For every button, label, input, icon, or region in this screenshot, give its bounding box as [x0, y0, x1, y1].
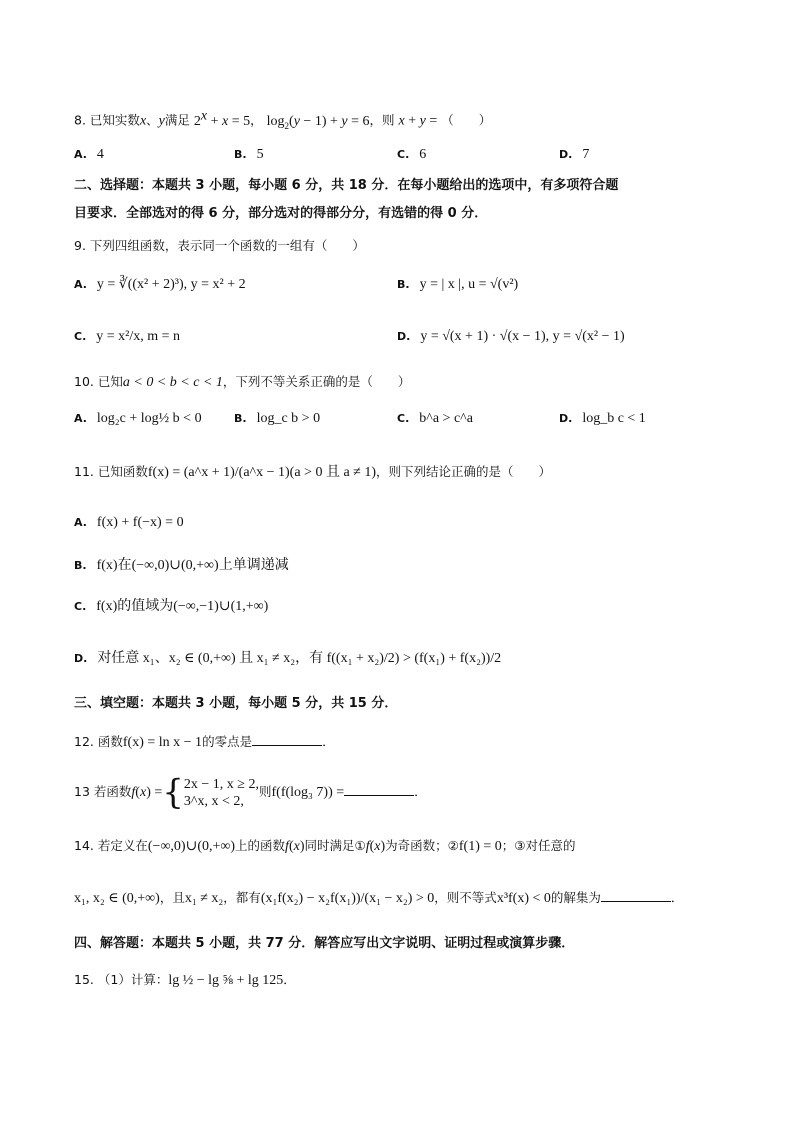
function-definition: f(x) = ln x − 1: [122, 735, 203, 750]
question-12: 12. 函数f(x) = ln x − 1的零点是 ．: [74, 734, 335, 750]
expression: f(f(log₃ 7)) =: [271, 785, 345, 800]
q11-option-d[interactable]: D. 对任意 x₁、x₂ ∈ (0,+∞) 且 x₁ ≠ x₂，有 f((x₁ + x₂)/2) > (f(x₁) + f(x₂))/2: [74, 651, 502, 666]
answer-paren: （ ）: [441, 112, 492, 128]
answer-blank[interactable]: [344, 783, 414, 796]
q10-option-a[interactable]: A. log₂c + log½ b < 0: [74, 411, 202, 426]
question-text: 已知实数: [89, 112, 140, 128]
q11-option-c[interactable]: C. f(x)的值域为(−∞,−1)∪(1,+∞): [74, 599, 269, 614]
q10-option-c[interactable]: C. b^a > c^a: [397, 411, 473, 426]
question-number: 13: [74, 784, 90, 799]
question-8: 8. 已知实数x、y满足 $2^x + x = 5$， $\log_2(y - 1) + y = 6$，则 x + y = （ ）: [74, 108, 492, 131]
answer-blank[interactable]: [252, 733, 322, 746]
question-number: 15.: [74, 972, 94, 987]
q8-option-d[interactable]: D. 7: [559, 147, 590, 162]
question-text: 函数: [97, 734, 123, 749]
question-9: [74, 236, 365, 256]
answer-blank[interactable]: [601, 889, 671, 902]
question-text: 已知函数: [97, 464, 148, 479]
equation-ask: x + y =: [398, 113, 438, 129]
piecewise-cases: [184, 776, 259, 810]
question-14-cont: x₁, x₂ ∈ (0,+∞)，且x₁ ≠ x₂，都有(x₁f(x₂) − x₂f(x₁))/(x₁ − x₂) > 0，则不等式x³f(x) < 0的解集为 ．: [74, 890, 684, 906]
q11-option-b[interactable]: B. f(x)在(−∞,0)∪(0,+∞)上单调递减: [74, 558, 289, 573]
q8-option-c[interactable]: C. 6: [397, 147, 427, 162]
question-number: 8.: [74, 112, 86, 128]
q11-option-a[interactable]: A. f(x) + f(−x) = 0: [74, 515, 184, 530]
question-number: 10.: [74, 374, 94, 389]
inequality: (x₁f(x₂) − x₂f(x₁))/(x₁ − x₂) > 0: [260, 891, 435, 906]
q9-option-a[interactable]: A. y = ∛((x² + 2)³), y = x² + 2: [74, 277, 246, 292]
question-text: 下列四组函数，表示同一个函数的一组有（ ）: [89, 238, 365, 253]
domain: (−∞,0)∪(0,+∞): [147, 839, 236, 854]
section-2-heading: 二、选择题：本题共 3 小题，每小题 6 分，共 18 分．在每小题给出的选项中，有多项符合题: [74, 178, 619, 193]
equation-2: $\log_2(y - 1) + y = 6$: [266, 113, 370, 131]
question-10: 10. 已知a < 0 < b < c < 1，下列不等关系正确的是（ ）: [74, 374, 411, 390]
case-2: 3^x, x < 2,: [183, 793, 244, 809]
q9-option-b[interactable]: B. y = | x |, u = √(v²): [397, 277, 519, 292]
q8-option-b[interactable]: B. 5: [234, 147, 264, 162]
section-3-heading: 三、填空题：本题共 3 小题，每小题 5 分，共 15 分．: [74, 696, 398, 711]
question-number: 12.: [74, 734, 94, 749]
q10-option-d[interactable]: D. log_b c < 1: [559, 411, 646, 426]
function-definition: f(x) = (a^x + 1)/(a^x − 1): [147, 465, 290, 480]
q9-option-d[interactable]: D. y = √(x + 1) · √(x − 1), y = √(x² − 1): [397, 329, 625, 344]
question-text: 已知: [97, 374, 123, 389]
var-y: y: [158, 113, 165, 129]
condition: (a > 0 且 a ≠ 1): [289, 465, 377, 480]
q9-option-c[interactable]: C. y = x²/x, m = n: [74, 329, 181, 344]
question-13: 13 若函数f(x) ={ 2x − 1, x ≥ 2, 3^x, x < 2, 则f(f(log₃ 7)) = ．: [74, 772, 427, 813]
question-14: 14. 若定义在(−∞,0)∪(0,+∞)上的函数f(x)同时满足①f(x)为奇函数；②f(1) = 0；③对任意的: [74, 838, 576, 854]
question-number: 11.: [74, 464, 94, 479]
section-2-heading-cont: 目要求．全部选对的得 6 分，部分选对的得部分分，有选错的得 0 分．: [74, 206, 488, 221]
question-11: 11. 已知函数f(x) = (a^x + 1)/(a^x − 1)(a > 0 且 a ≠ 1)，则下列结论正确的是（ ）: [74, 464, 552, 480]
question-15: 15. （1）计算：lg ½ − lg ⅝ + lg 125．: [74, 972, 296, 988]
equation-1: $2^x + x = 5$: [193, 108, 251, 129]
case-1: 2x − 1, x ≥ 2,: [183, 776, 259, 792]
q10-option-b[interactable]: B. log_c b > 0: [234, 411, 321, 426]
section-4-heading: 四、解答题：本题共 5 小题，共 77 分．解答应写出文字说明、证明过程或演算步骤．: [74, 936, 575, 951]
question-number: 9.: [74, 238, 86, 253]
q8-option-a[interactable]: A. 4: [74, 147, 104, 162]
question-number: 14.: [74, 838, 94, 853]
function-name: f(x) =: [131, 785, 163, 800]
question-text: 若函数: [93, 784, 132, 799]
question-part: （1）计算：: [97, 972, 169, 987]
var-x: x: [139, 113, 147, 129]
expression: lg ½ − lg ⅝ + lg 125: [168, 973, 284, 988]
brace: {: [162, 772, 184, 813]
condition: a < 0 < b < c < 1: [122, 375, 223, 390]
question-text: 若定义在: [97, 838, 148, 853]
